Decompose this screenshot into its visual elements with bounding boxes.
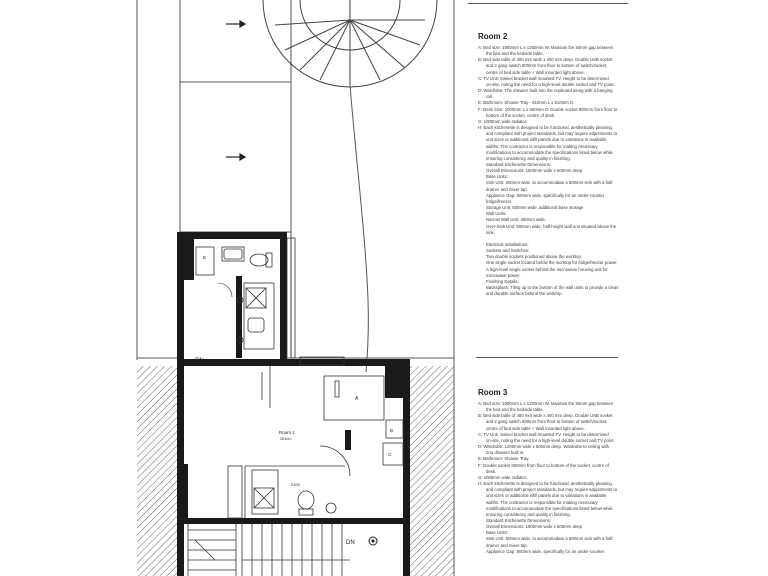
spiral-staircase (263, 0, 437, 87)
spec-line: Base Units: (486, 530, 508, 536)
spec-line: Appliance Gap: 500mm wide, specifically for an under-counter (486, 548, 605, 554)
spec-line: on-site, noting the need for a high-level double socket and TV point. (486, 81, 615, 87)
spec-line: 2no drawers built in. (486, 450, 525, 456)
spec-line: ensuring consistency and quality in finishing. (486, 155, 571, 161)
spec-line: modifications to accommodate the specifications listed below while (486, 149, 613, 155)
spec-line: Backsplash: Tiling up to the bottom of the wall units to provide a clean (486, 285, 619, 291)
window-marks (287, 238, 344, 365)
spec-line: B: Bed side table of 400 mm wide x 400 mm deep. Double USB socket (478, 57, 613, 63)
spec-line: and compliant with project standards, but may require adjustments to (486, 131, 618, 137)
spec-line: desk. (486, 468, 497, 474)
spec-line: on-site, noting the need for a high-level double socket and TV point. (486, 437, 615, 443)
spec-line: Narrow Wall Unit: 300mm wide. (486, 217, 547, 223)
spec-line: unit sizes or additional infill panels due to variations in available (486, 493, 607, 499)
section-divider (476, 357, 618, 358)
spec-line: and 2 gang switch 600mm from floor to bottom of switch/socket, (486, 63, 608, 69)
spec-line: Overall Dimensions: 1500mm wide x 600mm deep (486, 168, 583, 174)
spec-line: and durable surface behind the worktop. (486, 291, 563, 297)
spec-line: A: Bed size: 1900mm L x 1200mm W. Maintain the 50mm gap between (478, 401, 614, 406)
spec-line: D: Wardrobe: The drawers built into the cupboard along with a hanging (478, 88, 613, 94)
spec-line: C: TV Unit: Swivel bracket wall mounted TV. Height to be determined (478, 75, 609, 81)
dimension-label: 2100 (291, 482, 300, 487)
spec-line: unit sizes or additional infill panels due to variations in available (486, 137, 607, 143)
room3-spec (478, 388, 683, 555)
garden-path-line (350, 85, 368, 372)
spec-line: H: Each kitchenette is designed to be functional, aesthetically pleasing, (478, 125, 613, 131)
spec-line: drainer and mixer tap. (486, 186, 528, 192)
room1-furniture (228, 366, 403, 518)
spec-line: D: Wardrobe: 1200mm wide x 500mm deep. Wardrobe to ceiling with (478, 444, 610, 450)
spec-line: widths. The contractor is responsible for making necessary (486, 499, 598, 505)
spec-line: G: 1000mm wide radiator. (478, 118, 528, 124)
spec-line: microwave power. (486, 272, 521, 278)
room1-area-label: 18.6 m² (280, 437, 292, 441)
fixture-label-e: E (203, 255, 207, 260)
spec-line: Over-Sink Unit: 500mm wide, half-height wall unit situated above the (486, 223, 617, 229)
spec-line: Standard Kitchenette Dimensions: (486, 517, 551, 523)
spec-line: E: Bathroom: Shower Tray. (478, 456, 530, 462)
fixture-label-a: A (355, 396, 359, 402)
spec-line: Wall Units: (486, 211, 507, 217)
spec-line: sink. (486, 229, 495, 235)
stair-down-label-upper: DN (195, 358, 204, 364)
spec-line: A: Bed size: 1900mm L x 1200mm W. Maintain the 50mm gap between (478, 45, 614, 50)
spec-line: C: TV Unit: Swivel bracket wall mounted TV. Height to be determined (478, 431, 609, 437)
spec-line: F: Double socket 800mm from floor to bottom of the socket, centre of (478, 462, 609, 468)
spec-line: widths. The contractor is responsible for making necessary (486, 143, 598, 149)
spec-line: Standard Kitchenette Dimensions: (486, 161, 551, 167)
spec-line: Two double sockets positioned above the worktop. (486, 254, 583, 260)
fixture-label-c: C (388, 452, 392, 457)
spec-line: Electrical Installations: (486, 242, 529, 247)
spec-line: centre of bed side table + Wall mounted light above. (486, 425, 585, 431)
stair-down-label-lower: DN (346, 540, 355, 546)
spec-line: One single socket located below the worktop for fridge/freezer power. (486, 260, 618, 266)
spec-line: Storage Unit: 500mm wide, additional base storage (486, 205, 584, 211)
room2-spec-lines (478, 45, 683, 297)
spec-line: bottom of the socket, centre of desk. (486, 112, 556, 118)
spec-line: A high-level single socket behind the microwave housing unit for (486, 266, 608, 272)
spec-line: Sink Unit: 500mm wide, to accommodate a 500mm sink with a half (486, 536, 613, 542)
spec-line: modifications to accommodate the specifications listed below while (486, 505, 613, 511)
spec-line: B: Bed side table of 400 mm wide x 400 mm deep. Double USB socket (478, 413, 613, 419)
room2-spec (478, 32, 683, 297)
spec-line: G: 1000mm wide radiator. (478, 474, 528, 480)
spec-line: and compliant with project standards, but may require adjustments to (486, 487, 618, 493)
spec-line: Overall Dimensions: 1900mm wide x 600mm deep (486, 524, 583, 530)
staircase (188, 524, 350, 576)
direction-arrow-icon (226, 21, 245, 160)
spec-line: H: Each kitchenette is designed to be functional, aesthetically pleasing, (478, 481, 613, 487)
ground-hatch-left (137, 366, 177, 576)
fixture-label-b: B (390, 428, 394, 433)
ground-hatch-right (409, 366, 454, 576)
bathroom-fixtures (196, 247, 274, 349)
header-rule-top (468, 3, 628, 4)
spec-line: E: Bathroom: Shower Tray - 810mm L x 810mm D. (478, 100, 575, 106)
room3-spec-lines (478, 401, 683, 555)
room1-label: Room 1 (279, 430, 295, 435)
stair-marker-dot-icon (372, 540, 375, 543)
spec-line: fridge/freezer. (486, 198, 513, 204)
spec-line: and 2 gang switch 600mm from floor to bottom of switch/socket, (486, 419, 608, 425)
spec-line: centre of bed side table + Wall mounted light above. (486, 69, 585, 75)
spec-line: drainer and mixer tap. (486, 542, 528, 548)
spec-line: Base Units: (486, 174, 508, 180)
spec-line: the bed and the bedside table. (486, 407, 544, 413)
spec-line: Sockets and Switches: (486, 248, 530, 254)
spec-line: ensuring consistency and quality in finishing. (486, 511, 571, 517)
spec-line: Sink Unit: 500mm wide, to accommodate a 500mm sink with a half (486, 180, 613, 186)
spec-line: F: Desk Size: 1000mm L x 400mm D. Double socket 800mm from floor to (478, 106, 618, 112)
room3-title: Room 3 (478, 388, 508, 397)
spec-line: the bed and the bedside table. (486, 51, 544, 57)
walls (177, 232, 410, 576)
spec-line: rail. (486, 94, 493, 100)
room2-title: Room 2 (478, 32, 508, 41)
spec-line: Finishing Details: (486, 278, 519, 284)
spec-line: Appliance Gap: 500mm wide, specifically for an under-counter (486, 192, 605, 198)
